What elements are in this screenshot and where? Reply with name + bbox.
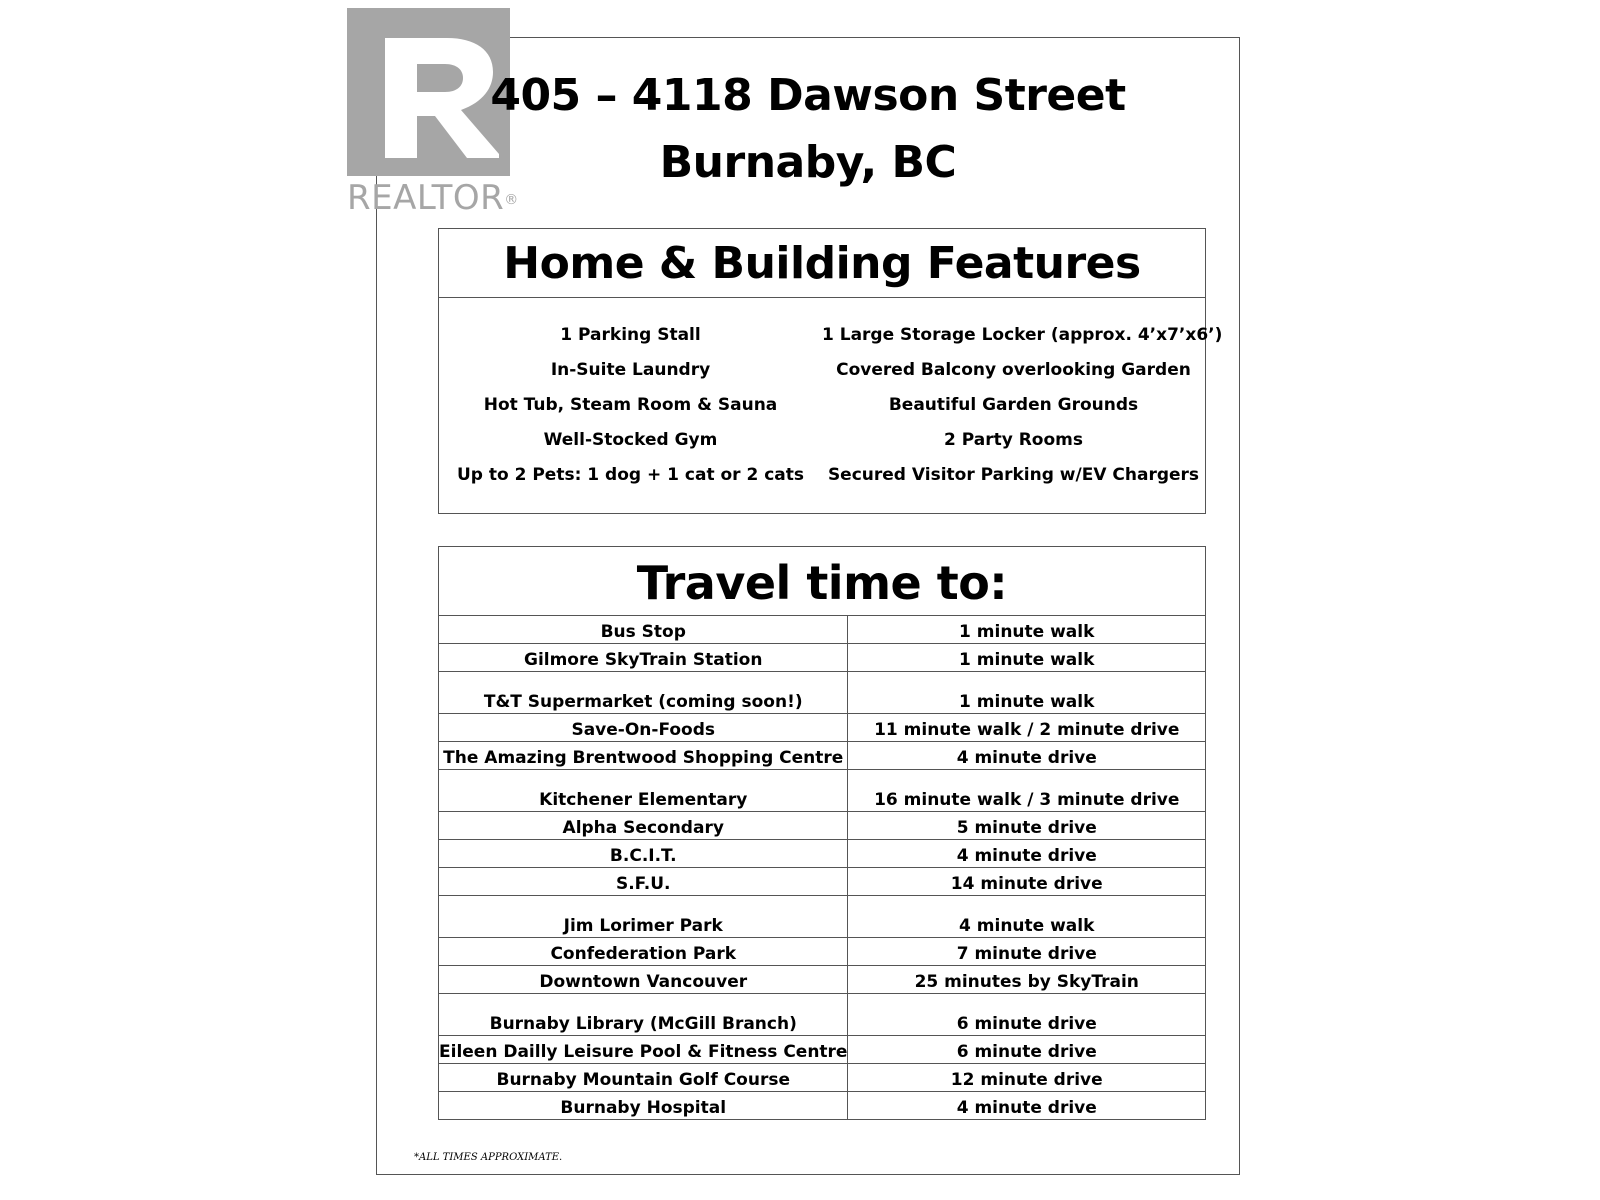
travel-time-cell: 1 minute walk xyxy=(848,644,1205,672)
table-row xyxy=(439,938,1205,966)
features-heading: Home & Building Features xyxy=(439,229,1205,298)
table-row xyxy=(439,1036,1205,1064)
feature-item: Beautiful Garden Grounds xyxy=(888,395,1139,415)
destination-cell: Alpha Secondary xyxy=(439,812,848,840)
travel-time-cell: 4 minute walk xyxy=(848,896,1205,938)
features-box xyxy=(438,228,1223,514)
table-row xyxy=(439,994,1205,1036)
table-row xyxy=(439,770,1205,812)
travel-time-cell: 7 minute drive xyxy=(848,938,1205,966)
travel-time-cell: 1 minute walk xyxy=(959,622,1095,642)
table-row xyxy=(439,868,1205,896)
destination-cell: Bus Stop xyxy=(439,616,848,644)
feature-item: Hot Tub, Steam Room & Sauna xyxy=(483,395,778,415)
table-row xyxy=(439,840,1205,868)
table-row xyxy=(439,672,1205,714)
destination-cell: The Amazing Brentwood Shopping Centre xyxy=(439,742,848,770)
travel-time-cell: 25 minutes by SkyTrain xyxy=(848,966,1205,994)
feature-item: Covered Balcony overlooking Garden xyxy=(836,360,1191,380)
table-row xyxy=(439,812,1205,840)
feature-item: Up to 2 Pets: 1 dog + 1 cat or 2 cats xyxy=(456,465,805,485)
feature-item: 2 Party Rooms xyxy=(943,430,1083,450)
destination-cell: T&T Supermarket (coming soon!) xyxy=(439,672,848,714)
destination-cell: Burnaby Hospital xyxy=(439,1092,848,1120)
destination-cell: Kitchener Elementary xyxy=(439,770,848,812)
destination-cell: Burnaby Library (McGill Branch) xyxy=(439,994,848,1036)
destination-cell: Eileen Dailly Leisure Pool & Fitness Centre xyxy=(439,1036,848,1064)
feature-item: Well-Stocked Gym xyxy=(543,430,718,450)
travel-time-cell: 11 minute walk / 2 minute drive xyxy=(848,714,1205,742)
table-row xyxy=(439,896,1205,938)
travel-time-cell: 14 minute drive xyxy=(848,868,1205,896)
address-line-1: 405 – 4118 Dawson Street xyxy=(490,70,1126,121)
table-row xyxy=(439,1092,1205,1120)
feature-item: Secured Visitor Parking w/EV Chargers xyxy=(827,465,1200,485)
travel-time-cell: 12 minute drive xyxy=(848,1064,1205,1092)
travel-time-cell: 4 minute drive xyxy=(848,742,1205,770)
destination-cell: B.C.I.T. xyxy=(439,840,848,868)
destination-cell: Jim Lorimer Park xyxy=(439,896,848,938)
feature-item: 1 Parking Stall xyxy=(560,325,701,345)
destination-cell: Save-On-Foods xyxy=(439,714,848,742)
travel-time-cell: 5 minute drive xyxy=(848,812,1205,840)
travel-time-cell: 4 minute drive xyxy=(848,840,1205,868)
travel-time-cell: 6 minute drive xyxy=(848,994,1205,1036)
destination-cell: Confederation Park xyxy=(439,938,848,966)
travel-heading: Travel time to: xyxy=(439,547,1205,616)
features-grid xyxy=(439,298,1223,493)
feature-item: 1 Large Storage Locker (approx. 4’x7’x6’) xyxy=(822,325,1223,345)
table-row xyxy=(439,644,1205,672)
table-row xyxy=(439,1064,1205,1092)
table-row xyxy=(439,742,1205,770)
travel-time-cell: 1 minute walk xyxy=(848,672,1205,714)
features-right-column xyxy=(822,318,1223,493)
features-left-column xyxy=(439,318,822,493)
travel-box xyxy=(438,546,1206,1120)
address-line-2: Burnaby, BC xyxy=(659,137,957,188)
destination-cell: S.F.U. xyxy=(439,868,848,896)
travel-table xyxy=(439,616,1205,1119)
table-row xyxy=(439,966,1205,994)
travel-time-cell: 16 minute walk / 3 minute drive xyxy=(848,770,1205,812)
travel-time-cell: 6 minute drive xyxy=(848,1036,1205,1064)
table-row xyxy=(439,616,1205,644)
destination-cell: Downtown Vancouver xyxy=(439,966,848,994)
travel-table-body xyxy=(439,616,1205,1119)
realtor-wordmark: REALTOR® xyxy=(347,178,519,218)
table-row xyxy=(439,714,1205,742)
footnote: *ALL TIMES APPROXIMATE. xyxy=(414,1152,563,1163)
destination-cell: Burnaby Mountain Golf Course xyxy=(439,1064,848,1092)
travel-time-cell: 4 minute drive xyxy=(848,1092,1205,1120)
destination-cell: Gilmore SkyTrain Station xyxy=(439,644,848,672)
feature-item: In-Suite Laundry xyxy=(550,360,711,380)
